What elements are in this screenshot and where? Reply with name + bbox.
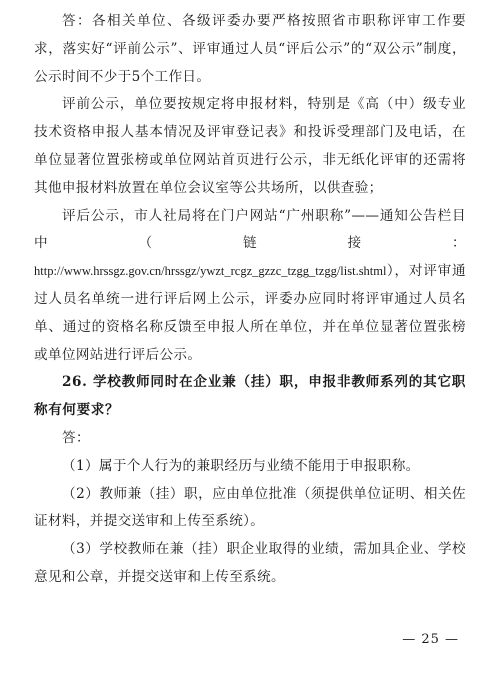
post-notice-text-continued: ），对评审通过人员名单统一进行评后网上公示，评委办应同时将评审通过人员名单、通过的资格名称反馈至申报人所在单位，并在单位显著位置张榜或单位网站进行评后公示。 <box>34 263 466 363</box>
answer-paragraph: 答：各相关单位、各级评委办要严格按照省市职称评审工作要求，落实好“评前公示”、评审通过人员“评后公示”的“双公示”制度，公示时间不少于5个工作日。 <box>34 13 466 85</box>
post-notice-text: 评后公示，市人社局将在门户网站“广州职称”——通知公告栏目中（链接： <box>34 207 466 252</box>
answer-label: 答： <box>62 429 90 446</box>
page-number: — 25 — <box>402 632 459 647</box>
answer-item: （1）属于个人行为的兼职经历与业绩不能用于申报职称。 <box>62 457 420 474</box>
notice-link[interactable]: http://www.hrssgz.gov.cn/hrssgz/ywzt_rcgz_gzzc_tzgg_tzgg/list.shtml <box>34 264 387 279</box>
document-body <box>34 8 466 592</box>
post-notice-paragraph <box>34 203 466 370</box>
question-heading: 26. 学校教师同时在企业兼（挂）职，申报非教师系列的其它职称有何要求？ <box>34 374 466 419</box>
pre-notice-paragraph: 评前公示，单位要按规定将申报材料，特别是《高（中）级专业技术资格申报人基本情况及评审登记表》和投诉受理部门及电话，在单位显著位置张榜或单位网站首页进行公示，非无纸化评审的还需将其他申报材料放置在单位会议室等公共场所，以供查验； <box>34 96 466 196</box>
answer-item: （3）学校教师在兼（挂）职企业取得的业绩，需加具企业、学校意见和公章，并提交送审和上传至系统。 <box>34 541 466 585</box>
answer-item: （2）教师兼（挂）职，应由单位批准（须提供单位证明、相关佐证材料，并提交送审和上传至系统）。 <box>34 485 466 530</box>
